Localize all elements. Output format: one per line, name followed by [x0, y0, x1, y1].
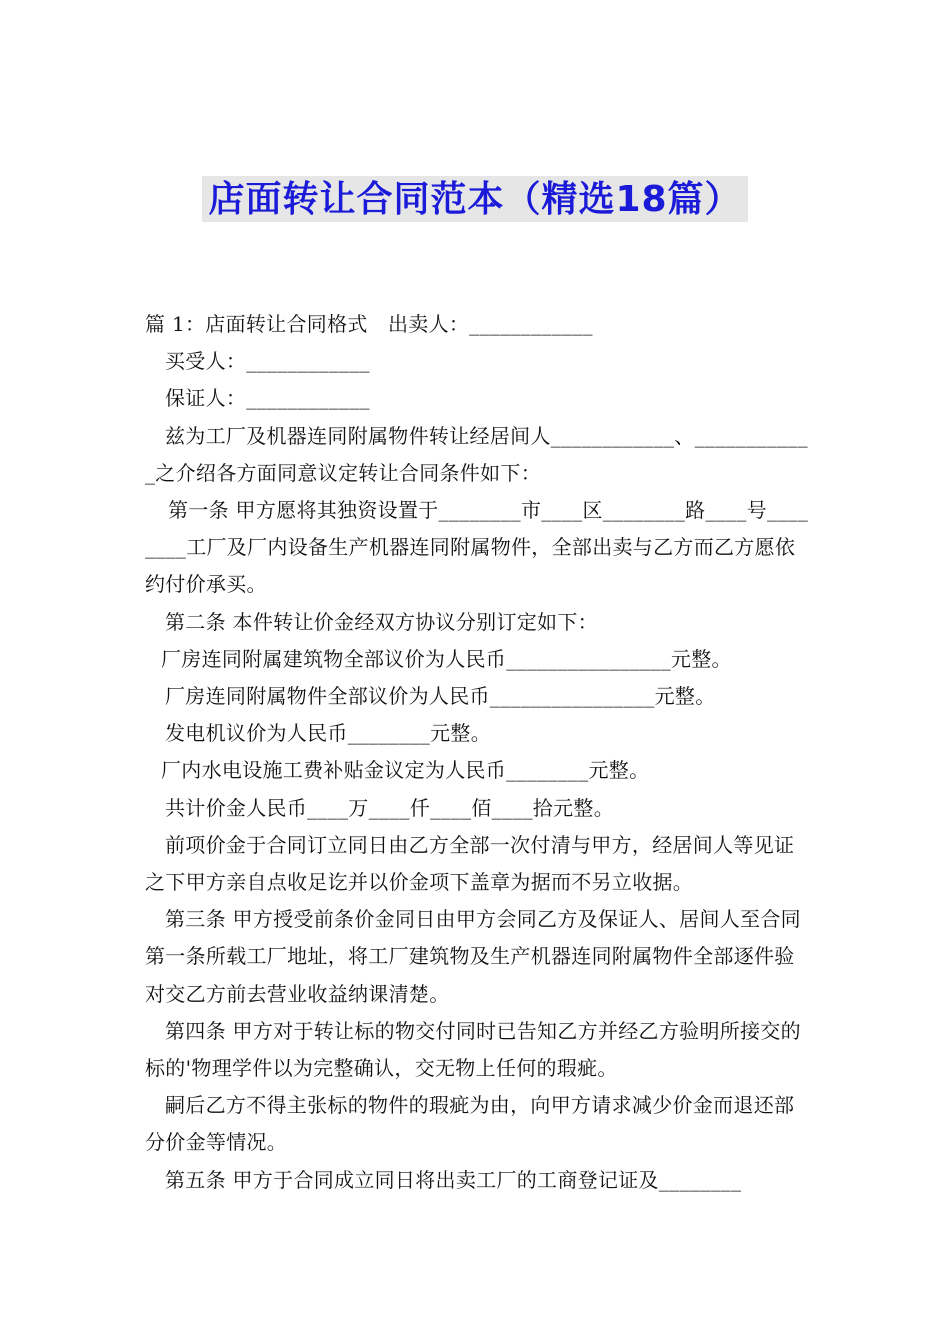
paragraph-article-3: 第三条 甲方授受前条价金同日由甲方会同乙方及保证人、居间人至合同第一条所载工厂地址，将工厂建筑物及生产机器连同附属物件全部逐件验对交乙方前去营业收益纳课清楚。 [145, 907, 801, 1006]
paragraph-price-generator: 发电机议价为人民币________元整。 [165, 721, 491, 746]
paragraph-defects: 嗣后乙方不得主张标的物件的瑕疵为由，向甲方请求减少价金而退还部分价金等情况。 [145, 1093, 795, 1155]
paragraph-price-total: 共计价金人民币____万____仟____佰____拾元整。 [165, 795, 614, 820]
paragraph-price-utilities: 厂内水电设施工费补贴金议定为人民币________元整。 [161, 758, 650, 783]
document-body [145, 306, 810, 1199]
paragraph-payment: 前项价金于合同订立同日由乙方全部一次付清与甲方，经居间人等见证之下甲方亲自点收足讫并以价金项下盖章为据而不另立收据。 [145, 832, 795, 895]
paragraph-article-1: 第一条 甲方愿将其独资设置于________市____区________路____号________工厂及厂内设备生产机器连同附属物件，全部出卖与乙方而乙方愿依约付价承买。 [145, 498, 809, 597]
title-container [0, 176, 950, 222]
paragraph-article-2: 第二条 本件转让价金经双方协议分别订定如下： [165, 609, 598, 634]
document-title: 店面转让合同范本（精选18篇） [202, 176, 747, 222]
paragraph-buyer: 买受人：____________ [165, 349, 370, 374]
paragraph-article-4: 第四条 甲方对于转让标的物交付同时已告知乙方并经乙方验明所接交的标的'物理学件以为完整确认，交无物上任何的瑕疵。 [145, 1018, 801, 1081]
paragraph-section-heading: 篇 1：店面转让合同格式 出卖人：____________ [145, 312, 593, 336]
paragraph-intro: 兹为工厂及机器连同附属物件转让经居间人____________、____________之介绍各方面同意议定转让合同条件如下： [145, 423, 808, 485]
paragraph-guarantor: 保证人：____________ [165, 386, 370, 411]
paragraph-article-5: 第五条 甲方于合同成立同日将出卖工厂的工商登记证及________ [165, 1167, 742, 1192]
paragraph-price-building: 厂房连同附属建筑物全部议价为人民币________________元整。 [161, 646, 732, 671]
paragraph-price-fixtures: 厂房连同附属物件全部议价为人民币________________元整。 [165, 684, 716, 709]
